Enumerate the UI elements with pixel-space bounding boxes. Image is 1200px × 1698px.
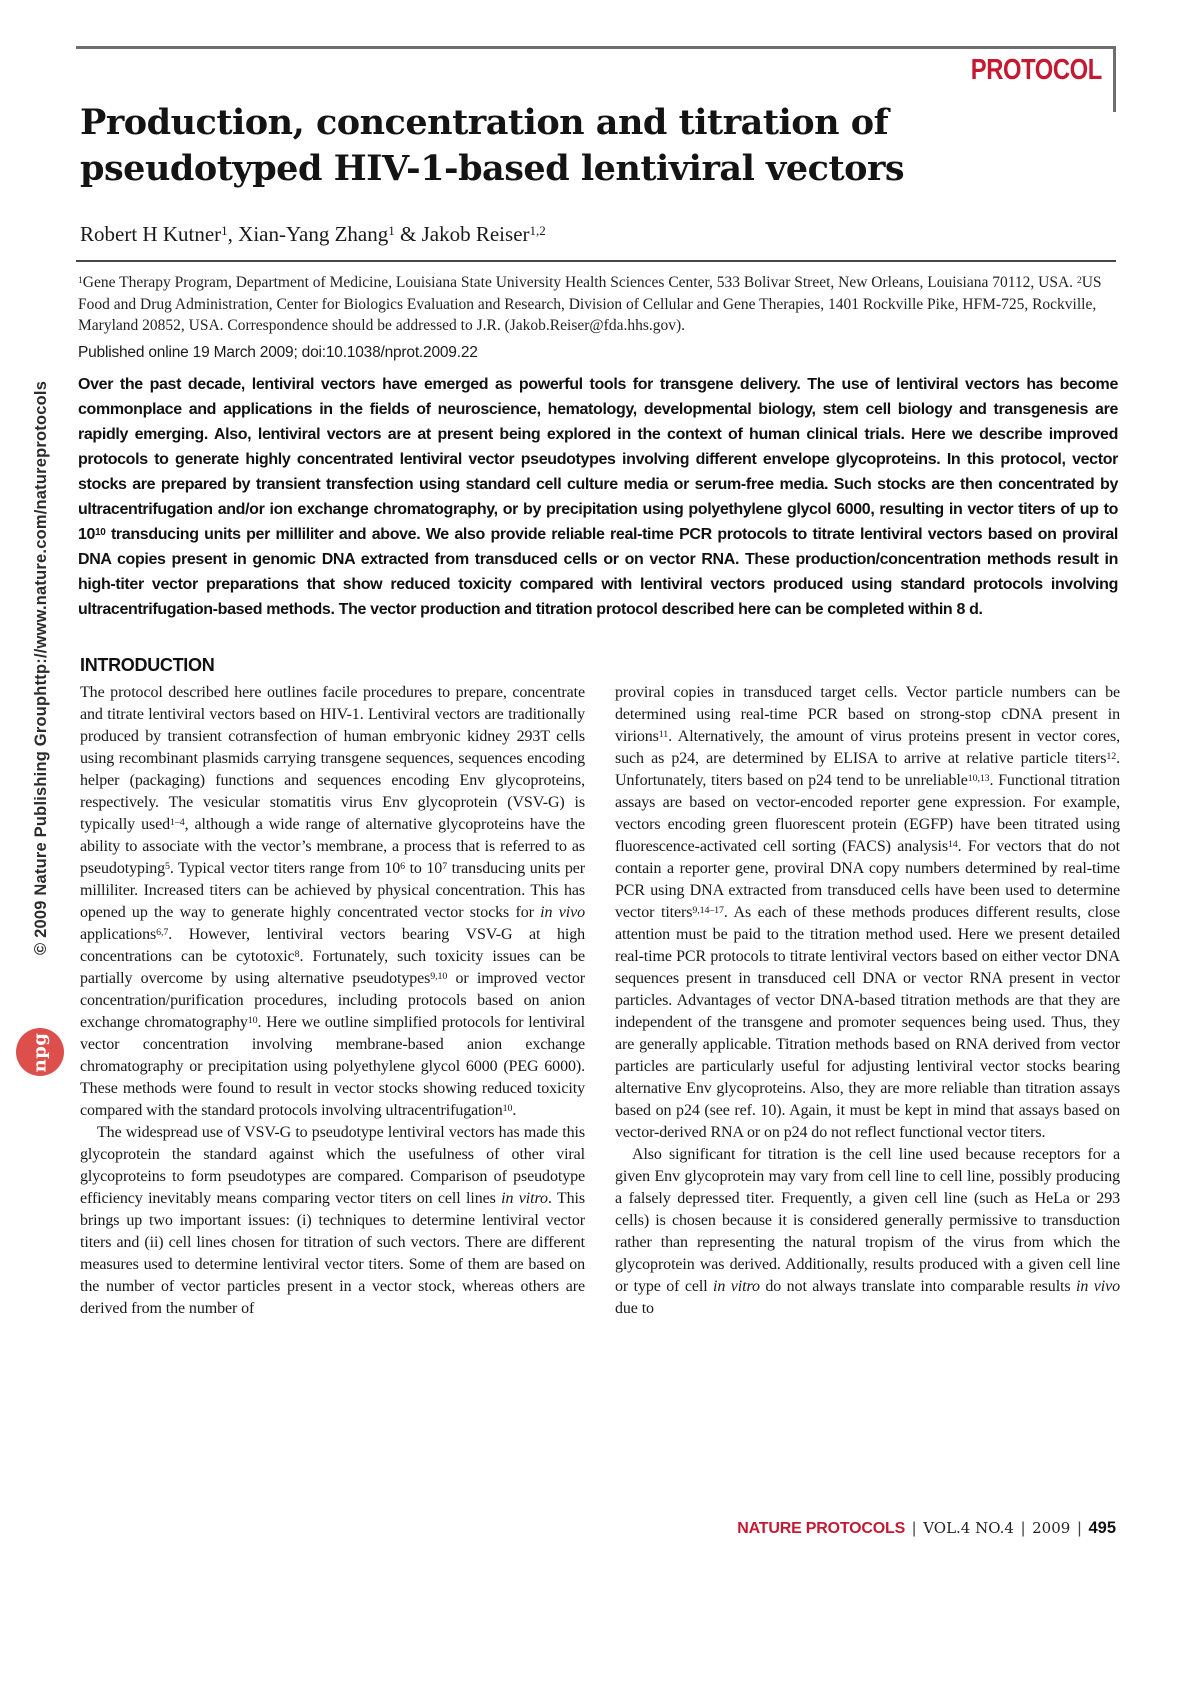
affiliation: $^1$Gene Therapy Program, Department of Medicine, Louisiana State University Health Sciences Center, 533 Bolivar Street, New Orleans, Louisiana 70112, USA. $^2$US Food and Drug Administration, Center for Biologics Evaluation and Research, Division of Cellular and Gene Therapies, 1401 Rockville Pike, HFM-725, Rockville, Maryland 20852, USA. Correspondence should be addressed to J.R. (Jakob.Reiser@fda.hhs.gov).: [78, 274, 1102, 334]
abstract: Over the past decade, lentiviral vectors have emerged as powerful tools for transgene delivery. The use of lentiviral vectors has become commonplace and applications in the fields of neuroscience, hematology, developmental biology, stem cell biology and transgenesis are rapidly emerging. Also, lentiviral vectors are at present being explored in the context of human clinical trials. Here we describe improved protocols to generate highly concentrated lentiviral vector pseudotypes involving different envelope glycoproteins. In this protocol, vector stocks are prepared by transient transfection using standard cell culture media or serum-free media. Such stocks are then concentrated by ultracentrifugation and/or ion exchange chromatography, or by precipitation using polyethylene glycol 6000, resulting in vector titers of up to $10^{10}$ transducing units per milliliter and above. We also provide reliable real-time PCR protocols to titrate lentiviral vectors based on proviral DNA copies present in genomic DNA extracted from transduced cells or on vector RNA. These production/concentration methods result in high-titer vector preparations that show reduced toxicity compared with lentiviral vectors produced using standard protocols involving ultracentrifugation-based methods. The vector production and titration protocol described here can be completed within 8 d.: [78, 376, 1118, 618]
page-title: Production, concentration and titration of pseudotyped HIV-1-based lentiviral vectors: [80, 102, 905, 190]
footer: [80, 1519, 1116, 1538]
top-rule: [76, 46, 1116, 49]
intro-left-column: [80, 682, 585, 1320]
kicker-protocol: [76, 54, 1102, 87]
sidebar-url: http://www.nature.com/natureprotocols: [31, 380, 50, 696]
footer-page-number: 495: [1088, 1519, 1116, 1537]
authors-line: Robert H Kutner$^1$, Xian-Yang Zhang$^1$ & Jakob Reiser$^{1,2}$: [80, 222, 546, 246]
footer-year: 2009: [1032, 1519, 1071, 1537]
footer-volume: VOL.4 NO.4: [923, 1519, 1014, 1537]
published-line: Published online 19 March 2009; doi:10.1038/nprot.2009.22: [78, 344, 478, 361]
paragraph: The protocol described here outlines facile procedures to prepare, concentrate and titrate lentiviral vectors based on HIV-1. Lentiviral vectors are traditionally produced by transient cotransfection of human embryonic kidney 293T cells using recombinant plasmids carrying transgene sequences, sequences encoding helper (packaging) functions and sequences encoding Env glycoproteins, respectively. The vesicular stomatitis virus Env glycoprotein (VSV-G) is typically used$^{1-4}$, although a wide range of alternative glycoproteins have the ability to associate with the vector’s membrane, a process that is referred to as pseudotyping$^5$. Typical vector titers range from $10^6$ to $10^7$ transducing units per milliliter. Increased titers can be achieved by physical concentration. This has opened up the way to generate highly concentrated vector stocks for in vivo applications$^{6,7}$. However, lentiviral vectors bearing VSV-G at high concentrations can be cytotoxic$^8$. Fortunately, such toxicity issues can be partially overcome by using alternative pseudotypes$^{9,10}$ or improved vector concentration/purification procedures, including protocols based on anion exchange chromatography$^{10}$. Here we outline simplified protocols for lentiviral vector concentration involving membrane-based anion exchange chromatography or precipitation using polyethylene glycol 6000 (PEG 6000). These methods were found to result in vector stocks showing reduced toxicity compared with the standard protocols involving ultracentrifugation$^{10}$.: [80, 684, 585, 1119]
footer-separator: |: [1020, 1520, 1026, 1537]
intro-right-column: [615, 682, 1120, 1320]
npg-logo-text: npg: [29, 1032, 51, 1072]
introduction-heading: INTRODUCTION: [80, 655, 215, 675]
footer-journal: NATURE PROTOCOLS: [737, 1520, 906, 1537]
footer-separator: |: [1077, 1520, 1082, 1537]
kicker-label: PROTOCOL: [970, 54, 1102, 86]
sidebar-vertical-text: [28, 380, 54, 955]
top-rule-vertical: [1113, 46, 1116, 112]
paragraph: The widespread use of VSV-G to pseudotype lentiviral vectors has made this glycoprotein the standard against which the usefulness of other viral glycoproteins to form pseudotypes are compared. Comparison of pseudotype efficiency inevitably means comparing vector titers on cell lines in vitro. This brings up two important issues: (i) techniques to determine lentiviral vector titers and (ii) cell lines chosen for titration of such vectors. There are different measures used to determine lentiviral vector titers. Some of them are based on the number of vector particles present in a vector stock, whereas others are derived from the number of: [80, 1124, 585, 1317]
sidebar-copyright: © 2009 Nature Publishing Group: [31, 695, 50, 955]
paragraph: proviral copies in transduced target cells. Vector particle numbers can be determined using real-time PCR based on strong-stop cDNA present in virions$^{11}$. Alternatively, the amount of virus proteins present in vector cores, such as p24, are determined by ELISA to arrive at relative particle titers$^{12}$. Unfortunately, titers based on p24 tend to be unreliable$^{10,13}$. Functional titration assays are based on vector-encoded reporter gene expression. For example, vectors encoding green fluorescent protein (EGFP) have been titrated using fluorescence-activated cell sorting (FACS) analysis$^{14}$. For vectors that do not contain a reporter gene, proviral DNA copy numbers determined by real-time PCR using DNA extracted from transduced cells have been used to determine vector titers$^{9,14-17}$. As each of these methods produces different results, close attention must be paid to the titration method used. Here we present detailed real-time PCR protocols to titrate lentiviral vectors based on either vector DNA sequences present in transduced cell DNA or vector RNA present in vector particles. Advantages of vector DNA-based titration methods are that they are independent of the transgene and promoter sequences being used. Thus, they are generally applicable. Titration methods based on RNA derived from vector particles are particularly useful for adjusting lentiviral vector stocks bearing alternative Env glycoproteins. Also, they are more reliable than titration assays based on p24 (see ref. 10). Again, it must be kept in mind that assays based on vector-derived RNA or on p24 do not reflect functional vector titers.: [615, 684, 1120, 1141]
npg-logo: [16, 1028, 64, 1076]
paragraph: Also significant for titration is the cell line used because receptors for a given Env glycoprotein may vary from cell line to cell line, possibly producing a falsely depressed titer. Frequently, a given cell line (such as HeLa or 293 cells) is chosen because it is considered generally permissive to transduction rather than representing the natural tropism of the virus from which the glycoprotein was derived. Additionally, results produced with a given cell line or type of cell in vitro do not always translate into comparable results in vivo due to: [615, 1146, 1120, 1317]
affiliation-divider: [76, 260, 1116, 262]
footer-separator: |: [912, 1520, 917, 1537]
